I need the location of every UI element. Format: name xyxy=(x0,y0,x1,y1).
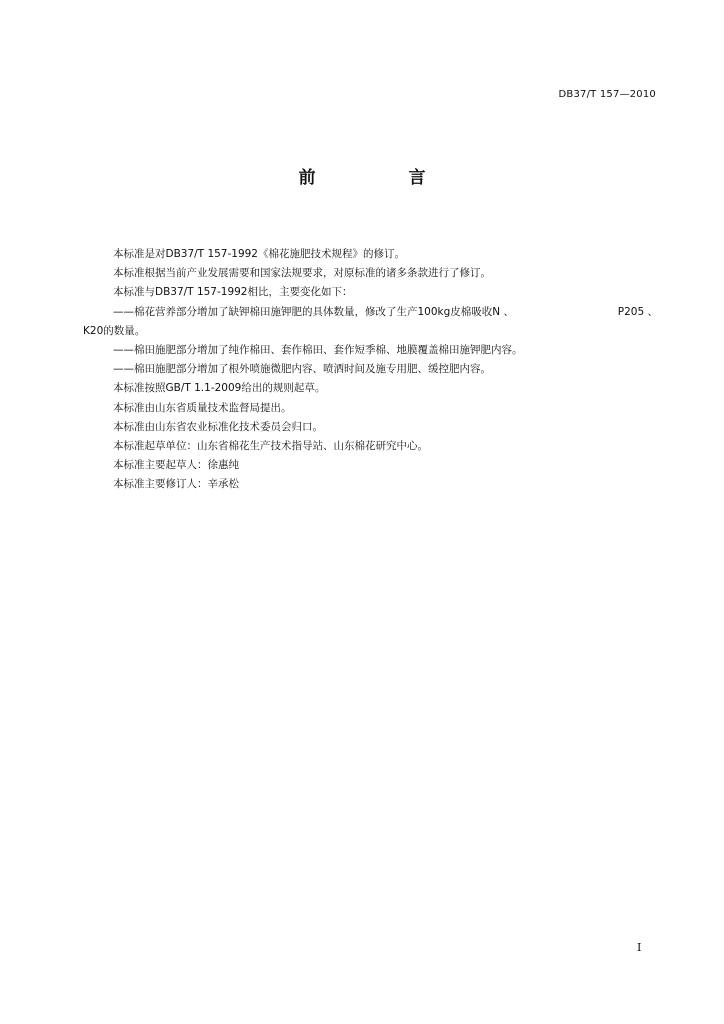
paragraph-proposer: 本标准由山东省质量技术监督局提出。 xyxy=(113,401,292,414)
document-body xyxy=(83,245,658,495)
standard-code: DB37/T 157—2010 xyxy=(558,89,656,100)
change-item-nutrition-line2: K20的数量。 xyxy=(83,324,146,337)
paragraph-drafting-rules: 本标准按照GB/T 1.1-2009给出的规则起草。 xyxy=(113,382,326,395)
page-title: 前 言 xyxy=(298,168,464,188)
change-item-nutrition-tail: P205 、 xyxy=(617,305,658,318)
paragraph-committee: 本标准由山东省农业标准化技术委员会归口。 xyxy=(113,420,323,433)
change-item-potash: ——棉田施肥部分增加了纯作棉田、套作棉田、套作短季棉、地膜覆盖棉田施钾肥内容。 xyxy=(113,344,523,356)
paragraph-main-reviser: 本标准主要修订人：辛承松 xyxy=(113,478,239,491)
paragraph-drafting-units: 本标准起草单位：山东省棉花生产技术指导站、山东棉花研究中心。 xyxy=(113,440,428,453)
change-item-nutrition-line1: ——棉花营养部分增加了缺钾棉田施钾肥的具体数量，修改了生产100kg皮棉吸收N 、 xyxy=(113,305,514,318)
paragraph-changes-intro: 本标准与DB37/T 157-1992相比，主要变化如下： xyxy=(113,286,353,299)
paragraph-main-drafter: 本标准主要起草人：徐惠纯 xyxy=(113,459,239,472)
change-item-foliar: ——棉田施肥部分增加了根外喷施微肥内容、喷洒时间及施专用肥、缓控肥内容。 xyxy=(113,363,491,376)
page-number: I xyxy=(637,941,642,954)
paragraph-basis: 本标准根据当前产业发展需要和国家法规要求，对原标准的诸多条款进行了修订。 xyxy=(113,267,491,280)
change-item-nutrition xyxy=(83,303,658,341)
paragraph-revision: 本标准是对DB37/T 157-1992《棉花施肥技术规程》的修订。 xyxy=(113,248,405,260)
